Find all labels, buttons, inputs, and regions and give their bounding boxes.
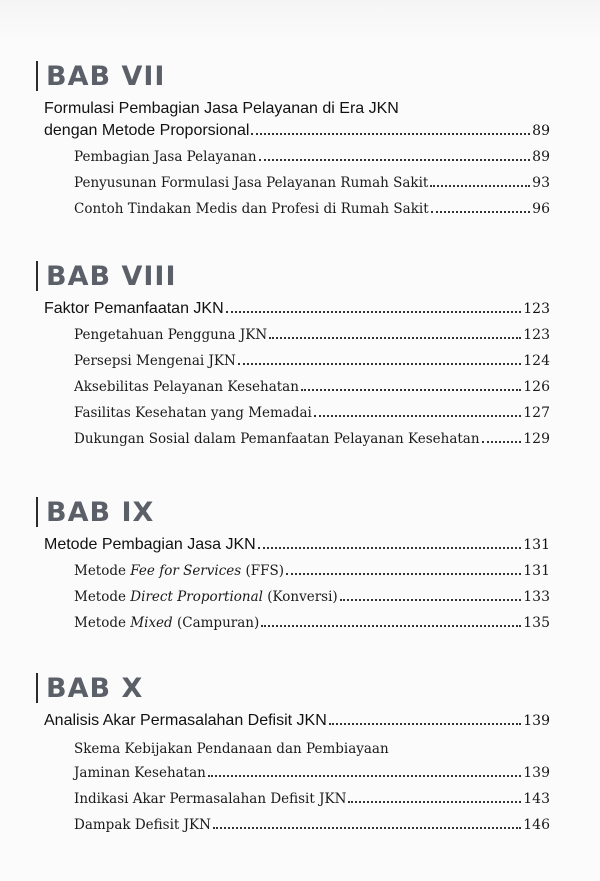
sub-entry-text: Persepsi Mengenai JKN [74,353,236,369]
sub-entry[interactable] [74,786,550,812]
sub-entry-list [74,738,550,838]
sub-entry[interactable] [74,170,550,196]
page-number: 126 [523,379,550,395]
chapter-heading [36,670,550,706]
sub-entry-text: Contoh Tindakan Medis dan Profesi di Rumah Sakit [74,201,429,217]
leader-dots [238,363,521,365]
leader-dots [258,547,522,549]
sub-entry-text: Metode Direct Proportional (Konversi) [74,589,338,605]
chapter-heading [36,494,550,530]
main-entry[interactable] [44,534,550,556]
leader-dots [269,337,521,339]
leader-dots [482,441,522,443]
leader-dots [430,185,530,187]
chapter-title: BAB IX [46,496,155,528]
page-number: 131 [523,537,550,553]
sub-entry[interactable] [74,426,550,452]
leader-dots [301,389,521,391]
sub-entry-text: Dampak Defisit JKN [74,817,211,833]
chapter-title: BAB VIII [46,260,177,292]
leader-dots [213,827,521,829]
main-entry-text: Metode Pembagian Jasa JKN [44,536,256,553]
leader-dots [251,133,530,135]
heading-bar [36,673,38,703]
page-number: 146 [523,817,550,833]
sub-entry-list [74,558,550,636]
page-number: 127 [523,405,550,421]
leader-dots [261,625,521,627]
page-number: 123 [523,327,550,343]
page-number: 96 [532,201,550,217]
sub-entry[interactable] [74,738,550,786]
sub-entry-text: Indikasi Akar Permasalahan Defisit JKN [74,791,347,807]
page-number: 123 [523,301,550,317]
leader-dots [431,211,531,213]
sub-entry-text: Metode Fee for Services (FFS) [74,563,284,579]
page-number: 89 [532,149,550,165]
sub-entry-text: Penyusunan Formulasi Jasa Pelayanan Rumah Sakit [74,175,429,191]
main-entry-text: Faktor Pemanfaatan JKN [44,300,224,317]
sub-entry[interactable] [74,322,550,348]
page-number: 135 [523,615,550,631]
leader-dots [314,415,521,417]
sub-entry-text-line1: Skema Kebijakan Pendanaan dan Pembiayaan [74,741,389,757]
leader-dots [340,599,522,601]
chapter-bab-ix [36,494,550,636]
main-entry-line2: dengan Metode Proporsional [44,122,250,139]
chapter-title: BAB VII [46,60,166,92]
sub-entry-text: Dukungan Sosial dalam Pemanfaatan Pelayanan Kesehatan [74,431,480,447]
sub-entry-text: Fasilitas Kesehatan yang Memadai [74,405,312,421]
page-number: 139 [523,765,550,781]
chapter-heading [36,58,550,94]
page-number: 139 [523,713,550,729]
main-entry[interactable] [44,710,550,732]
sub-entry-list [74,144,550,222]
sub-entry[interactable] [74,374,550,400]
leader-dots [259,159,531,161]
main-entry-text: Analisis Akar Permasalahan Defisit JKN [44,712,327,729]
sub-entry-text: Metode Mixed (Campuran) [74,615,260,631]
sub-entry[interactable] [74,812,550,838]
sub-entry[interactable] [74,558,550,584]
leader-dots [208,775,521,777]
page-number: 133 [523,589,550,605]
main-entry-line1: Formulasi Pembagian Jasa Pelayanan di Era JKN [44,100,399,117]
sub-entry[interactable] [74,196,550,222]
chapter-title: BAB X [46,672,144,704]
chapter-bab-x [36,670,550,838]
chapter-heading [36,258,550,294]
leader-dots [286,573,521,575]
sub-entry-text: Aksebilitas Pelayanan Kesehatan [74,379,299,395]
sub-entry-text: Pengetahuan Pengguna JKN [74,327,268,343]
leader-dots [329,723,521,725]
page-number: 93 [532,175,550,191]
page-number: 143 [523,791,550,807]
heading-bar [36,497,38,527]
sub-entry-text: Pembagian Jasa Pelayanan [74,149,257,165]
sub-entry-text: Jaminan Kesehatan [74,765,206,781]
leader-dots [226,311,522,313]
page-number: 124 [523,353,550,369]
main-entry[interactable] [44,98,550,142]
sub-entry[interactable] [74,400,550,426]
sub-entry[interactable] [74,348,550,374]
page-number: 89 [532,123,550,139]
sub-entry[interactable] [74,144,550,170]
heading-bar [36,61,38,91]
leader-dots [348,801,521,803]
sub-entry[interactable] [74,584,550,610]
sub-entry-list [74,322,550,452]
chapter-bab-viii [36,258,550,452]
chapter-bab-vii [36,58,550,222]
main-entry[interactable] [44,298,550,320]
heading-bar [36,261,38,291]
sub-entry[interactable] [74,610,550,636]
page-number: 131 [523,563,550,579]
page-number: 129 [523,431,550,447]
